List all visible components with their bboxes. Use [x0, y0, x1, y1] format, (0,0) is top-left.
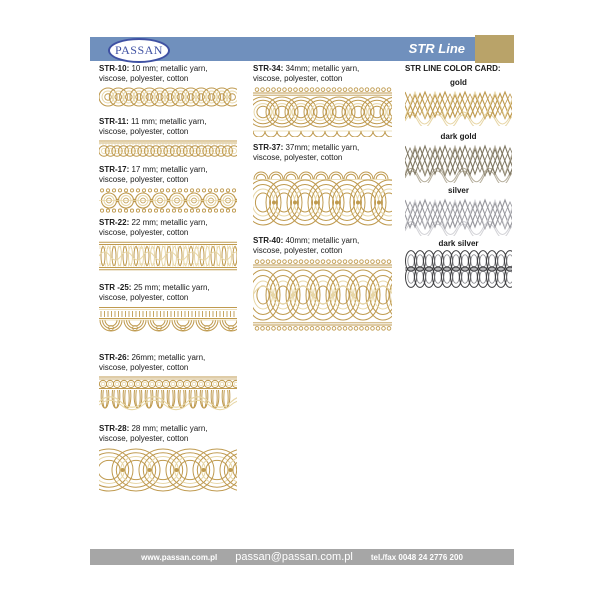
- product-desc: 40mm; metallic yarn, viscose, polyester, cotton: [253, 236, 360, 255]
- product-code: STR-28:: [99, 424, 130, 433]
- product-str-10: [99, 64, 237, 107]
- product-desc: 17 mm; metallic yarn, viscose, polyester, cotton: [99, 165, 208, 184]
- product-code: STR -25:: [99, 283, 132, 292]
- email-link[interactable]: passan@passan.com.pl: [235, 551, 353, 563]
- braid-swatch-dark-gold: [405, 142, 512, 183]
- color-label: silver: [448, 186, 469, 195]
- product-code: STR-17:: [99, 165, 130, 174]
- product-desc: 11 mm; metallic yarn, viscose, polyester, cotton: [99, 117, 207, 136]
- product-desc: 22 mm; metallic yarn, viscose, polyester, cotton: [99, 218, 208, 237]
- product-desc: 25 mm; metallic yarn, viscose, polyester, cotton: [99, 283, 210, 302]
- color-label: dark gold: [440, 132, 477, 141]
- product-text: [99, 353, 229, 373]
- color-card-dark-gold: [405, 132, 512, 183]
- product-desc: 37mm; metallic yarn, viscose, polyester, cotton: [253, 143, 360, 162]
- braid-image-str-37: [253, 166, 392, 228]
- passan-logo: [108, 38, 170, 63]
- logo-text: PASSAN: [115, 43, 163, 57]
- braid-image-str-17: [99, 188, 237, 213]
- braid-swatch-silver: [405, 196, 512, 236]
- product-code: STR-22:: [99, 218, 130, 227]
- color-label: dark silver: [438, 239, 479, 248]
- braid-image-str-11: [99, 140, 237, 157]
- braid-image-str-28: [99, 447, 237, 493]
- product-str-25: [99, 283, 237, 341]
- series-title: STR Line: [408, 41, 465, 56]
- product-str-37: [253, 143, 392, 228]
- braid-swatch-dark-silver: [405, 249, 512, 289]
- header-accent-block: [475, 35, 514, 63]
- product-code: STR-26:: [99, 353, 130, 362]
- color-card-title: STR LINE COLOR CARD:: [405, 64, 501, 73]
- product-text: [253, 143, 383, 163]
- product-str-22: [99, 218, 237, 271]
- column-color-card: [405, 64, 512, 289]
- column-left: [99, 64, 237, 493]
- braid-image-str-10: [99, 87, 237, 107]
- product-text: [253, 236, 383, 256]
- color-card-silver: [405, 186, 512, 236]
- braid-image-str-25: [99, 306, 237, 341]
- column-middle: [253, 64, 392, 331]
- color-card-dark-silver: [405, 239, 512, 289]
- phone-number: tel./fax 0048 24 2776 200: [370, 552, 463, 562]
- product-text: [99, 283, 229, 303]
- product-text: [99, 424, 229, 444]
- product-text: [99, 218, 229, 238]
- product-desc: 10 mm; metallic yarn, viscose, polyester, cotton: [99, 64, 208, 83]
- braid-image-str-26: [99, 376, 237, 415]
- product-str-34: [253, 64, 392, 137]
- product-desc: 28 mm; metallic yarn, viscose, polyester, cotton: [99, 424, 208, 443]
- product-text: [99, 165, 229, 185]
- product-code: STR-40:: [253, 236, 284, 245]
- product-desc: 34mm; metallic yarn, viscose, polyester, cotton: [253, 64, 360, 83]
- braid-image-str-40: [253, 259, 392, 331]
- product-str-11: [99, 117, 237, 157]
- product-code: STR-11:: [99, 117, 129, 126]
- braid-image-str-22: [99, 241, 237, 271]
- product-text: [253, 64, 383, 84]
- color-label: gold: [450, 78, 467, 87]
- product-text: [99, 117, 229, 137]
- color-card-gold: [405, 78, 512, 126]
- product-code: STR-34:: [253, 64, 284, 73]
- braid-image-str-34: [253, 87, 392, 137]
- product-code: STR-10:: [99, 64, 130, 73]
- product-str-26: [99, 353, 237, 415]
- product-desc: 26mm; metallic yarn, viscose, polyester, cotton: [99, 353, 206, 372]
- product-code: STR-37:: [253, 143, 284, 152]
- footer-bar: [90, 549, 514, 565]
- product-str-40: [253, 236, 392, 331]
- product-str-17: [99, 165, 237, 213]
- website-link[interactable]: www.passan.com.pl: [141, 552, 218, 562]
- braid-swatch-gold: [405, 88, 512, 126]
- product-str-28: [99, 424, 237, 493]
- product-text: [99, 64, 229, 84]
